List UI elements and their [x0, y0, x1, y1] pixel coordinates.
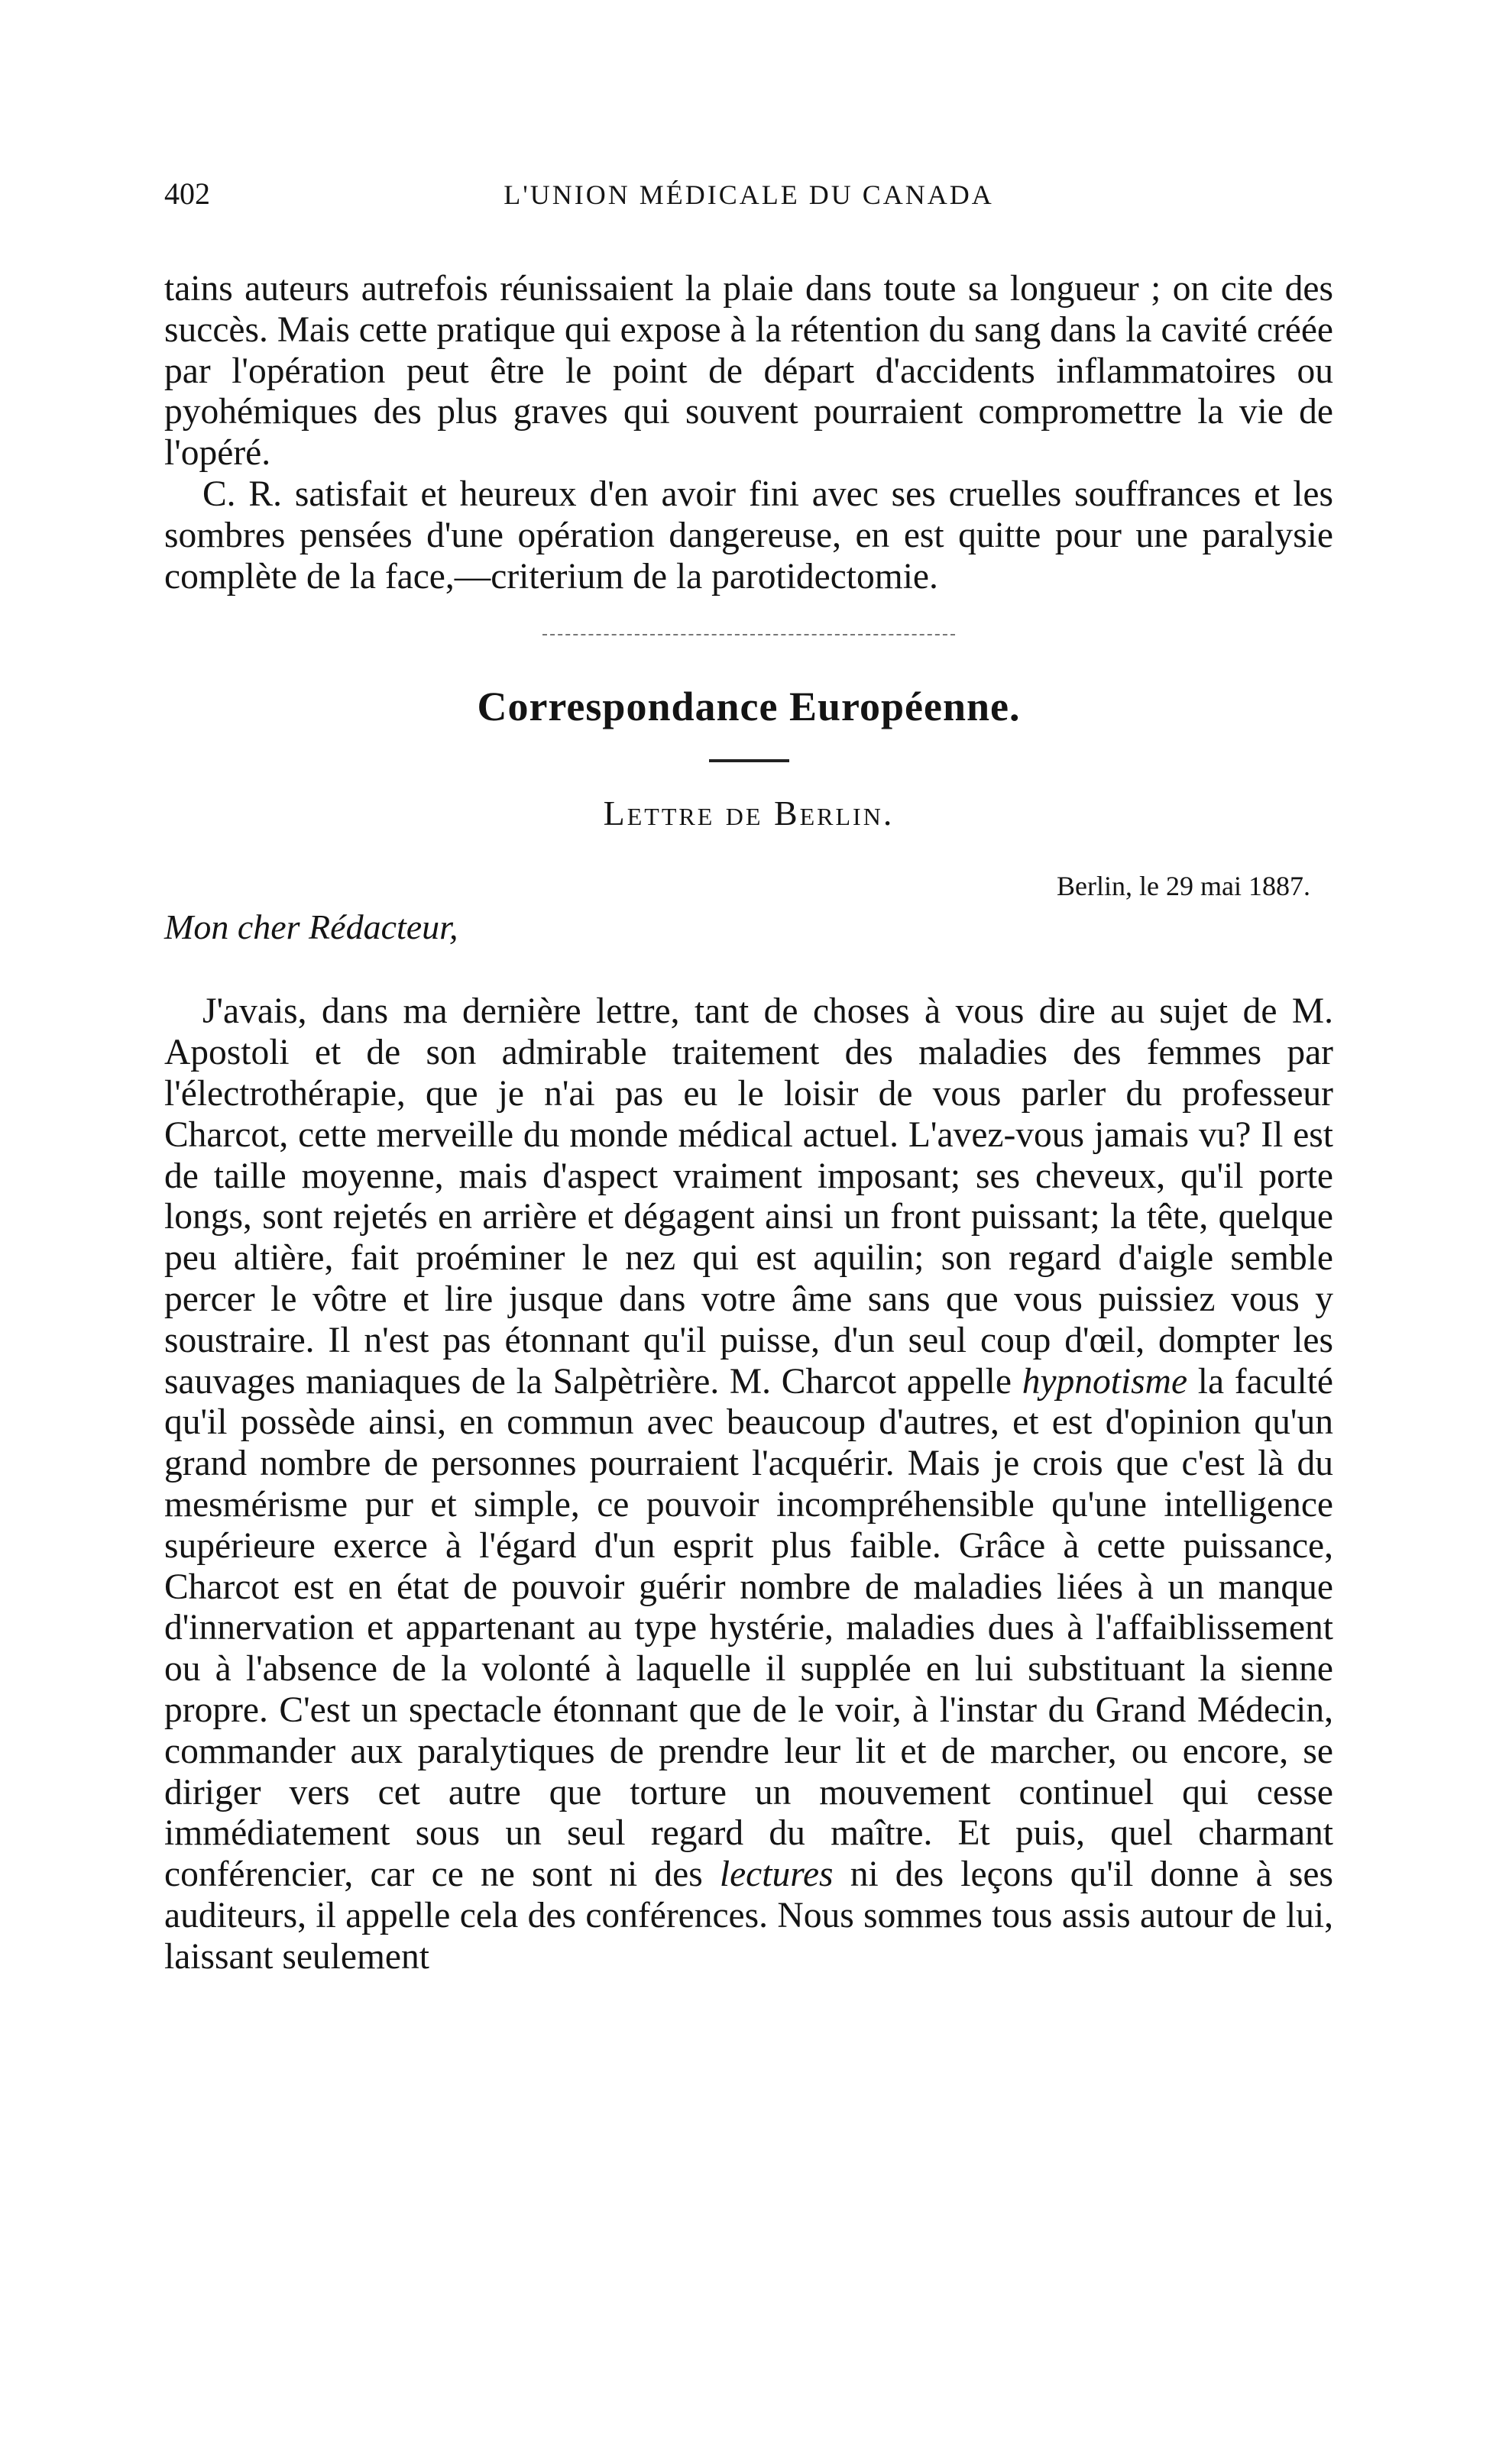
emphasis-lectures: lectures	[719, 1854, 834, 1895]
letter-dateline: Berlin, le 29 mai 1887.	[1057, 871, 1310, 902]
section-title: Correspondance Européenne.	[477, 684, 1021, 730]
running-head	[164, 176, 1333, 222]
letter-text-part: J'avais, dans ma dernière lettre, tant de choses à vous dire au sujet de M. Apostoli et de son admirable traitement des maladies des femmes par l'électrothérapie, que je n'ai pas eu le loisir de vous parler du professeur Charcot, cette merveille du monde médical actuel. L'avez-vous jamais vu? Il est de taille moyenne, mais d'aspect vraiment imposant; ses cheveux, qu'il porte longs, sont rejetés en arrière et dégagent ainsi un front puissant; la tête, quelque peu altière, fait proéminer le nez qui est aquilin; son regard d'aigle semble percer le vôtre et lire jusque dans votre âme sans que vous puissiez vous y soustraire. Il n'est pas étonnant qu'il puisse, d'un seul coup d'œil, dompter les sauvages maniaques de la Salpètrière. M. Charcot appelle	[164, 991, 1333, 1402]
title-rule	[709, 759, 789, 762]
continued-article	[164, 269, 1333, 597]
page-number: 402	[164, 176, 210, 211]
journal-title: L'UNION MÉDICALE DU CANADA	[504, 179, 994, 210]
letter-body	[164, 991, 1333, 1977]
letter-text-part: la faculté qu'il possède ainsi, en commun avec beaucoup d'autres, et est d'opinion qu'un grand nombre de personnes pourraient l'acquérir. Mais je crois que c'est là du mesmérisme pur et simple, ce pouvoir incompréhensible qu'une intelligence supérieure exerce à l'égard d'un esprit plus faible. Grâce à cette puissance, Charcot est en état de pouvoir guérir nombre de maladies liées à un manque d'innervation et appartenant au type hystérie, maladies dues à l'affaiblissement ou à l'absence de la volonté à laquelle il supplée en lui substituant la sienne propre. C'est un spectacle étonnant que de le voir, à l'instar du Grand Médecin, commander aux paralytiques de prendre leur lit et de marcher, ou encore, se diriger vers cet autre que torture un mouvement continuel qui cesse immédiatement sous un seul regard du maître. Et puis, quel charmant conférencier, car ce ne sont ni des	[164, 1361, 1334, 1895]
closing-paragraph: C. R. satisfait et heureux d'en avoir fini avec ses cruelles souffrances et les sombres pensées d'une opération dangereuse, en est quitte pour une paralysie complète de la face,—criterium de la parotidectomie.	[164, 474, 1333, 597]
letter-salutation: Mon cher Rédacteur,	[164, 907, 458, 947]
letter-subtitle: Lettre de Berlin.	[603, 794, 895, 833]
emphasis-hypnotisme: hypnotisme	[1022, 1361, 1188, 1402]
section-divider	[542, 634, 955, 635]
continued-paragraph: tains auteurs autrefois réunissaient la plaie dans toute sa longueur ; on cite des succès. Mais cette pratique qui expose à la rétention du sang dans la cavité créée par l'opération peut être le point de départ d'accidents inflammatoires ou pyohémiques des plus graves qui souvent pourraient compromettre la vie de l'opéré.	[164, 269, 1333, 474]
letter-text-part: ni des leçons qu'il donne à ses auditeurs, il appelle cela des conférences. Nous sommes tous assis autour de lui, laissant seulement	[164, 1854, 1333, 1977]
book-page	[164, 176, 1333, 2014]
